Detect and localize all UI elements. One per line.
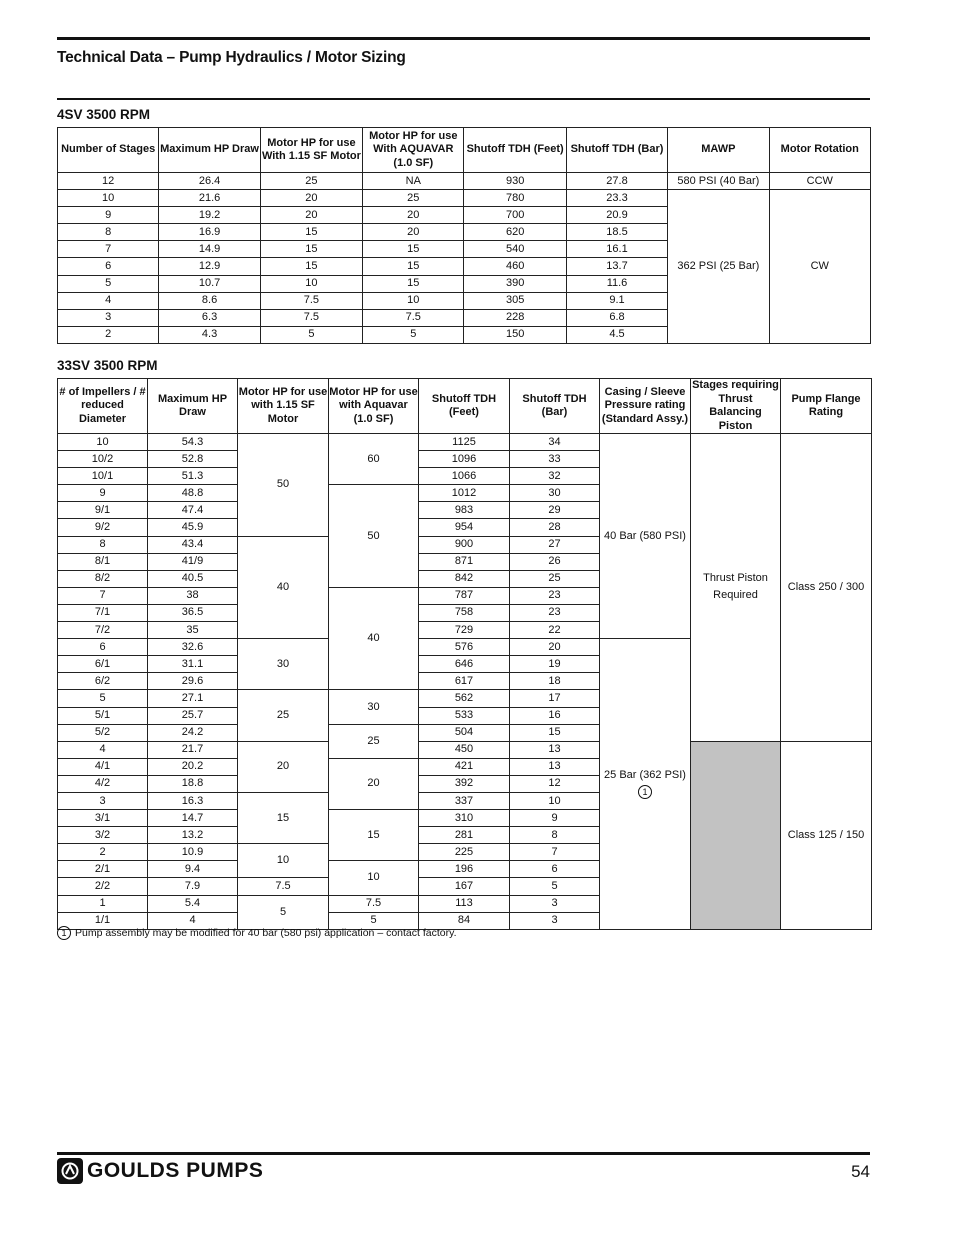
shutoff-feet-cell: 983 [419, 502, 510, 519]
shutoff-feet-cell: 337 [419, 792, 510, 809]
shutoff-bar-cell: 8 [510, 827, 600, 844]
table-cell: 15 [363, 275, 464, 292]
table-cell: 7.5 [260, 309, 362, 326]
max-hp-cell: 13.2 [148, 827, 238, 844]
motor-sf-cell: 20 [238, 741, 329, 792]
impellers-cell: 5/1 [58, 707, 148, 724]
table-cell: 15 [260, 241, 362, 258]
column-header: Motor HP for use with Aquavar (1.0 SF) [329, 379, 419, 434]
max-hp-cell: 48.8 [148, 485, 238, 502]
shutoff-feet-cell: 281 [419, 827, 510, 844]
impellers-cell: 10/2 [58, 451, 148, 468]
flange-rating-cell: Class 125 / 150 [781, 741, 872, 929]
impellers-cell: 5 [58, 690, 148, 707]
shutoff-feet-cell: 646 [419, 656, 510, 673]
shutoff-feet-cell: 900 [419, 536, 510, 553]
shutoff-feet-cell: 1012 [419, 485, 510, 502]
max-hp-cell: 45.9 [148, 519, 238, 536]
shutoff-feet-cell: 421 [419, 758, 510, 775]
table-cell: 18.5 [566, 224, 667, 241]
impellers-cell: 6/2 [58, 673, 148, 690]
shutoff-feet-cell: 787 [419, 587, 510, 604]
shutoff-bar-cell: 33 [510, 451, 600, 468]
shutoff-bar-cell: 6 [510, 861, 600, 878]
mawp-cell: 580 PSI (40 Bar) [668, 173, 769, 190]
table-row [58, 190, 871, 207]
motor-sf-cell: 30 [238, 639, 329, 690]
table-cell: 460 [464, 258, 566, 275]
impellers-cell: 8/1 [58, 553, 148, 570]
motor-aquavar-cell: 7.5 [329, 895, 419, 912]
shutoff-bar-cell: 16 [510, 707, 600, 724]
motor-aquavar-cell: 30 [329, 690, 419, 724]
thrust-piston-cell [691, 741, 781, 929]
shutoff-feet-cell: 310 [419, 810, 510, 827]
max-hp-cell: 16.3 [148, 792, 238, 809]
max-hp-cell: 27.1 [148, 690, 238, 707]
table-row [58, 173, 871, 190]
shutoff-bar-cell: 25 [510, 570, 600, 587]
max-hp-cell: 32.6 [148, 639, 238, 656]
table-33sv-header [58, 379, 872, 434]
max-hp-cell: 38 [148, 587, 238, 604]
table-cell: 16.9 [159, 224, 260, 241]
max-hp-cell: 14.7 [148, 810, 238, 827]
impellers-cell: 9/1 [58, 502, 148, 519]
max-hp-cell: 51.3 [148, 468, 238, 485]
max-hp-cell: 31.1 [148, 656, 238, 673]
rotation-cell: CCW [769, 173, 870, 190]
max-hp-cell: 40.5 [148, 570, 238, 587]
impellers-cell: 9 [58, 485, 148, 502]
logo-text: GOULDS PUMPS [87, 1159, 264, 1182]
table-cell: 150 [464, 326, 566, 343]
max-hp-cell: 9.4 [148, 861, 238, 878]
column-header: Motor HP for use With 1.15 SF Motor [260, 128, 362, 173]
max-hp-cell: 54.3 [148, 434, 238, 451]
impellers-cell: 7/1 [58, 604, 148, 621]
table-cell: 4 [58, 292, 159, 309]
table-cell: 5 [58, 275, 159, 292]
table-cell: 390 [464, 275, 566, 292]
goulds-logo-icon [57, 1158, 83, 1184]
table-cell: 15 [363, 241, 464, 258]
motor-aquavar-cell: 50 [329, 485, 419, 588]
impellers-cell: 2/1 [58, 861, 148, 878]
section-title-4sv: 4SV 3500 RPM [57, 107, 151, 122]
table-cell: 25 [260, 173, 362, 190]
column-header: Shutoff TDH (Bar) [510, 379, 600, 434]
column-header: Shutoff TDH (Feet) [464, 128, 566, 173]
max-hp-cell: 10.9 [148, 844, 238, 861]
table-cell: 8 [58, 224, 159, 241]
table-cell: 10 [260, 275, 362, 292]
table-cell: 14.9 [159, 241, 260, 258]
shutoff-bar-cell: 13 [510, 758, 600, 775]
shutoff-feet-cell: 617 [419, 673, 510, 690]
table-cell: 6.3 [159, 309, 260, 326]
table-cell: 3 [58, 309, 159, 326]
column-header: Maximum HP Draw [148, 379, 238, 434]
shutoff-feet-cell: 871 [419, 553, 510, 570]
shutoff-bar-cell: 3 [510, 895, 600, 912]
impellers-cell: 6 [58, 639, 148, 656]
footnote-text: Pump assembly may be modified for 40 bar (580 psi) application – contact factory. [75, 927, 457, 939]
shutoff-feet-cell: 196 [419, 861, 510, 878]
goulds-pumps-logo [57, 1158, 263, 1184]
impellers-cell: 5/2 [58, 724, 148, 741]
impellers-cell: 8/2 [58, 570, 148, 587]
max-hp-cell: 20.2 [148, 758, 238, 775]
table-cell: 7.5 [363, 309, 464, 326]
shutoff-bar-cell: 5 [510, 878, 600, 895]
max-hp-cell: 7.9 [148, 878, 238, 895]
table-cell: 15 [260, 258, 362, 275]
shutoff-bar-cell: 17 [510, 690, 600, 707]
table-cell: 21.6 [159, 190, 260, 207]
table-cell: 11.6 [566, 275, 667, 292]
impellers-cell: 3/1 [58, 810, 148, 827]
column-header: Shutoff TDH (Bar) [566, 128, 667, 173]
mawp-cell: 362 PSI (25 Bar) [668, 190, 769, 344]
max-hp-cell: 29.6 [148, 673, 238, 690]
max-hp-cell: 4 [148, 912, 238, 929]
motor-sf-cell: 5 [238, 895, 329, 929]
shutoff-bar-cell: 7 [510, 844, 600, 861]
motor-aquavar-cell: 60 [329, 434, 419, 485]
table-cell: 7.5 [260, 292, 362, 309]
shutoff-feet-cell: 1066 [419, 468, 510, 485]
shutoff-bar-cell: 32 [510, 468, 600, 485]
max-hp-cell: 52.8 [148, 451, 238, 468]
title-rule [57, 98, 870, 100]
shutoff-bar-cell: 28 [510, 519, 600, 536]
shutoff-bar-cell: 22 [510, 622, 600, 639]
table-cell: 23.3 [566, 190, 667, 207]
shutoff-bar-cell: 29 [510, 502, 600, 519]
table-cell: 8.6 [159, 292, 260, 309]
table-cell: 4.3 [159, 326, 260, 343]
table-cell: 15 [260, 224, 362, 241]
table-4sv-header [58, 128, 871, 173]
table-cell: 25 [363, 190, 464, 207]
table-cell: 6.8 [566, 309, 667, 326]
motor-aquavar-cell: 25 [329, 724, 419, 758]
table-cell: 700 [464, 207, 566, 224]
impellers-cell: 1 [58, 895, 148, 912]
impellers-cell: 4 [58, 741, 148, 758]
max-hp-cell: 25.7 [148, 707, 238, 724]
table-cell: NA [363, 173, 464, 190]
thrust-piston-value: Thrust Piston Required [703, 572, 768, 602]
shutoff-feet-cell: 562 [419, 690, 510, 707]
impellers-cell: 8 [58, 536, 148, 553]
impellers-cell: 3 [58, 792, 148, 809]
impellers-cell: 10/1 [58, 468, 148, 485]
impellers-cell: 3/2 [58, 827, 148, 844]
table-cell: 930 [464, 173, 566, 190]
max-hp-cell: 35 [148, 622, 238, 639]
shutoff-bar-cell: 23 [510, 604, 600, 621]
casing-pressure-value: 25 Bar (362 PSI) [604, 768, 686, 781]
column-header: Shutoff TDH (Feet) [419, 379, 510, 434]
section-title-33sv: 33SV 3500 RPM [57, 358, 158, 373]
shutoff-feet-cell: 576 [419, 639, 510, 656]
table-cell: 7 [58, 241, 159, 258]
column-header: Casing / Sleeve Pressure rating (Standard Assy.) [600, 379, 691, 434]
motor-sf-cell: 40 [238, 536, 329, 639]
shutoff-feet-cell: 84 [419, 912, 510, 929]
motor-aquavar-cell: 10 [329, 861, 419, 895]
shutoff-feet-cell: 504 [419, 724, 510, 741]
impellers-cell: 4/1 [58, 758, 148, 775]
table-cell: 12 [58, 173, 159, 190]
impellers-cell: 7 [58, 587, 148, 604]
shutoff-bar-cell: 12 [510, 775, 600, 792]
motor-aquavar-cell: 5 [329, 912, 419, 929]
motor-aquavar-cell: 40 [329, 587, 419, 690]
shutoff-feet-cell: 450 [419, 741, 510, 758]
casing-pressure-cell [600, 639, 691, 930]
table-4sv [57, 127, 871, 344]
table-cell: 228 [464, 309, 566, 326]
shutoff-bar-cell: 20 [510, 639, 600, 656]
shutoff-feet-cell: 392 [419, 775, 510, 792]
table-cell: 780 [464, 190, 566, 207]
max-hp-cell: 36.5 [148, 604, 238, 621]
shutoff-bar-cell: 13 [510, 741, 600, 758]
table-cell: 10.7 [159, 275, 260, 292]
shutoff-feet-cell: 225 [419, 844, 510, 861]
footer-rule [57, 1152, 870, 1155]
table-row [58, 434, 872, 451]
shutoff-bar-cell: 23 [510, 587, 600, 604]
impellers-cell: 2/2 [58, 878, 148, 895]
table-cell: 13.7 [566, 258, 667, 275]
table-cell: 20 [363, 207, 464, 224]
max-hp-cell: 18.8 [148, 775, 238, 792]
table-cell: 9.1 [566, 292, 667, 309]
table-cell: 15 [363, 258, 464, 275]
shutoff-feet-cell: 167 [419, 878, 510, 895]
shutoff-feet-cell: 533 [419, 707, 510, 724]
table-cell: 620 [464, 224, 566, 241]
table-cell: 305 [464, 292, 566, 309]
table-cell: 6 [58, 258, 159, 275]
column-header: Number of Stages [58, 128, 159, 173]
table-cell: 26.4 [159, 173, 260, 190]
casing-pressure-cell [600, 434, 691, 639]
column-header: MAWP [668, 128, 769, 173]
footnote-marker: 1 [57, 926, 71, 940]
column-header: Motor HP for use with 1.15 SF Motor [238, 379, 329, 434]
shutoff-bar-cell: 34 [510, 434, 600, 451]
impellers-cell: 7/2 [58, 622, 148, 639]
shutoff-bar-cell: 27 [510, 536, 600, 553]
max-hp-cell: 21.7 [148, 741, 238, 758]
table-cell: 19.2 [159, 207, 260, 224]
impellers-cell: 10 [58, 434, 148, 451]
shutoff-feet-cell: 729 [419, 622, 510, 639]
impellers-cell: 1/1 [58, 912, 148, 929]
motor-sf-cell: 10 [238, 844, 329, 878]
flange-rating-cell: Class 250 / 300 [781, 434, 872, 742]
table-cell: 2 [58, 326, 159, 343]
table-row [58, 741, 872, 758]
column-header: Maximum HP Draw [159, 128, 260, 173]
motor-aquavar-cell: 15 [329, 810, 419, 861]
motor-sf-cell: 15 [238, 792, 329, 843]
shutoff-bar-cell: 3 [510, 912, 600, 929]
table-cell: 20 [260, 207, 362, 224]
impellers-cell: 9/2 [58, 519, 148, 536]
table-cell: 10 [363, 292, 464, 309]
impellers-cell: 6/1 [58, 656, 148, 673]
column-header: Pump Flange Rating [781, 379, 872, 434]
shutoff-bar-cell: 10 [510, 792, 600, 809]
shutoff-feet-cell: 1096 [419, 451, 510, 468]
table-cell: 20.9 [566, 207, 667, 224]
motor-aquavar-cell: 20 [329, 758, 419, 809]
shutoff-bar-cell: 19 [510, 656, 600, 673]
max-hp-cell: 43.4 [148, 536, 238, 553]
footnote-marker: 1 [638, 785, 652, 799]
table-33sv [57, 378, 872, 930]
footnote-ref [600, 785, 690, 800]
column-header: Motor Rotation [769, 128, 870, 173]
shutoff-feet-cell: 1125 [419, 434, 510, 451]
motor-sf-cell: 25 [238, 690, 329, 741]
page-number: 54 [851, 1162, 870, 1181]
impellers-cell: 4/2 [58, 775, 148, 792]
table-cell: 4.5 [566, 326, 667, 343]
max-hp-cell: 24.2 [148, 724, 238, 741]
top-rule [57, 37, 870, 40]
rotation-cell: CW [769, 190, 870, 344]
casing-pressure-value: 40 Bar (580 PSI) [604, 529, 686, 542]
shutoff-feet-cell: 954 [419, 519, 510, 536]
shutoff-bar-cell: 9 [510, 810, 600, 827]
motor-sf-cell: 50 [238, 434, 329, 537]
impellers-cell: 2 [58, 844, 148, 861]
table-cell: 20 [363, 224, 464, 241]
table-cell: 27.8 [566, 173, 667, 190]
thrust-piston-cell [691, 434, 781, 742]
page-title: Technical Data – Pump Hydraulics / Motor Sizing [57, 49, 406, 66]
footnote [57, 926, 457, 940]
column-header: Stages requiring Thrust Balancing Piston [692, 379, 779, 432]
table-cell: 16.1 [566, 241, 667, 258]
column-header: Motor HP for use With AQUAVAR (1.0 SF) [363, 128, 464, 173]
table-cell: 5 [363, 326, 464, 343]
max-hp-cell: 47.4 [148, 502, 238, 519]
motor-sf-cell: 7.5 [238, 878, 329, 895]
table-cell: 10 [58, 190, 159, 207]
table-cell: 20 [260, 190, 362, 207]
table-cell: 9 [58, 207, 159, 224]
shutoff-bar-cell: 18 [510, 673, 600, 690]
shutoff-feet-cell: 113 [419, 895, 510, 912]
max-hp-cell: 5.4 [148, 895, 238, 912]
shutoff-bar-cell: 26 [510, 553, 600, 570]
table-cell: 540 [464, 241, 566, 258]
table-cell: 5 [260, 326, 362, 343]
shutoff-feet-cell: 758 [419, 604, 510, 621]
shutoff-feet-cell: 842 [419, 570, 510, 587]
column-header: # of Impellers / # reduced Diameter [58, 379, 148, 434]
shutoff-bar-cell: 30 [510, 485, 600, 502]
table-cell: 12.9 [159, 258, 260, 275]
max-hp-cell: 41/9 [148, 553, 238, 570]
shutoff-bar-cell: 15 [510, 724, 600, 741]
